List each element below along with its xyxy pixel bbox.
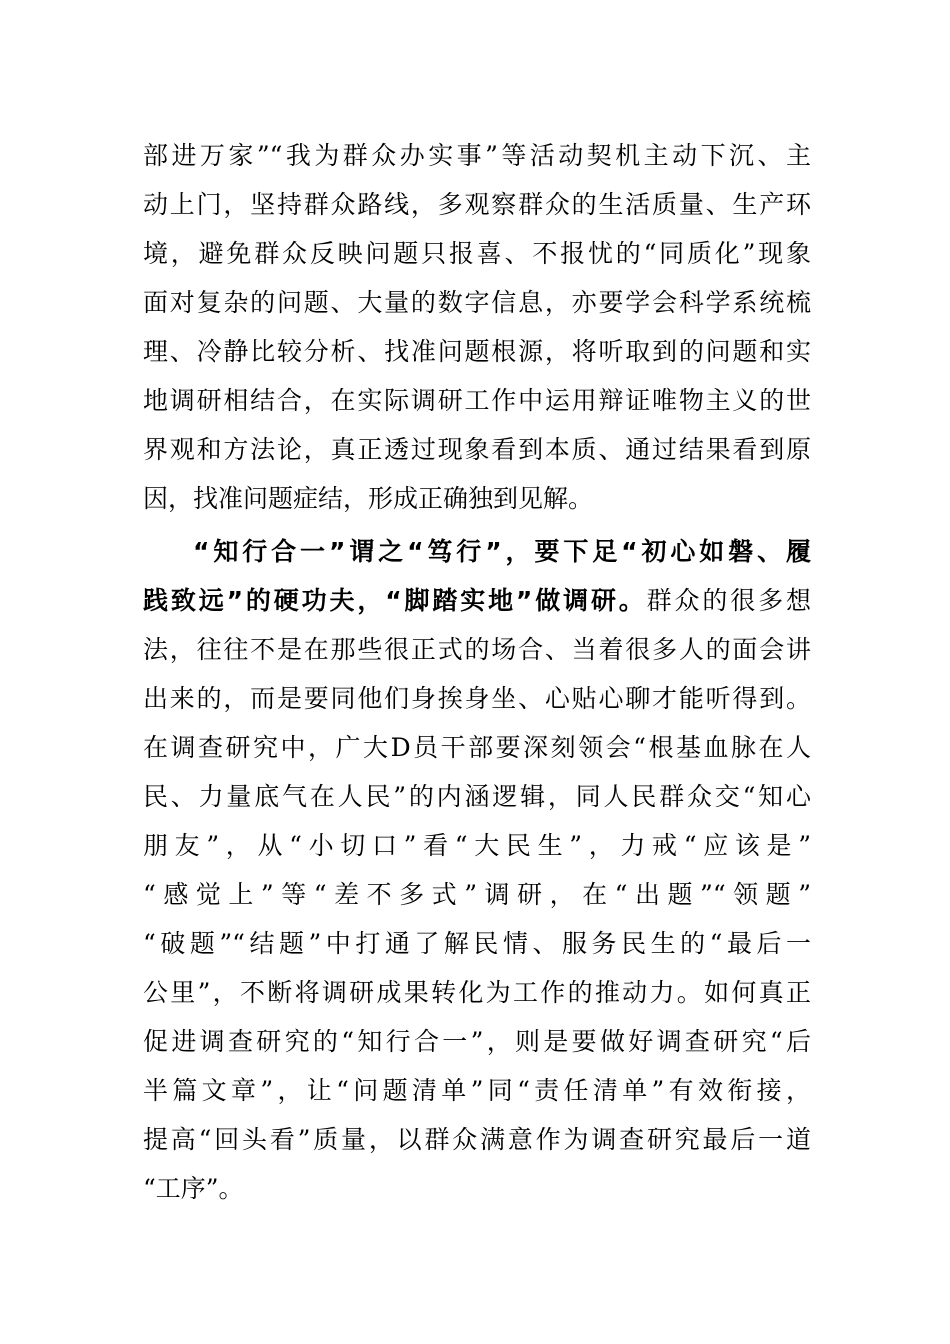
- paragraph-line: 境，避免群众反映问题只报喜、不报忧的“同质化”现象: [143, 239, 811, 268]
- paragraph-line: 地调研相结合，在实际调研工作中运用辩证唯物主义的世: [143, 386, 811, 415]
- paragraph-text-start: 群众的很多想: [646, 586, 811, 615]
- paragraph-line: “破题”“结题”中打通了解民情、服务民生的“最后一: [143, 929, 811, 958]
- bold-heading-tail: 践致远”的硬功夫，“脚踏实地”做调研。: [143, 586, 647, 615]
- paragraph-1: [143, 131, 811, 523]
- paragraph-line: 法，往往不是在那些很正式的场合、当着很多人的面会讲: [143, 635, 811, 664]
- paragraph-line: 部进万家”“我为群众办实事”等活动契机主动下沉、主: [143, 141, 811, 170]
- paragraph-2: [143, 527, 811, 1213]
- paragraph-line: 理、冷静比较分析、找准问题根源，将听取到的问题和实: [143, 337, 811, 366]
- paragraph-line: 提高“回头看”质量，以群众满意作为调查研究最后一道: [143, 1125, 811, 1154]
- bold-heading-line: “知行合一”谓之“笃行”，要下足“初心如磐、履: [193, 537, 811, 566]
- paragraph-line: 界观和方法论，真正透过现象看到本质、通过结果看到原: [143, 435, 811, 464]
- paragraph-line: 面对复杂的问题、大量的数字信息，亦要学会科学系统梳: [143, 288, 811, 317]
- paragraph-line: 出来的，而是要同他们身挨身坐、心贴心聊才能听得到。: [143, 684, 811, 713]
- mixed-line: [143, 576, 811, 625]
- paragraph-line: 朋友”，从“小切口”看“大民生”，力戒“应该是”: [143, 831, 811, 860]
- paragraph-line: 动上门，坚持群众路线，多观察群众的生活质量、生产环: [143, 190, 811, 219]
- paragraph-line: 因，找准问题症结，形成正确独到见解。: [143, 484, 594, 513]
- paragraph-line: 民、力量底气在人民”的内涵逻辑，同人民群众交“知心: [143, 782, 811, 811]
- paragraph-line: “感觉上”等“差不多式”调研，在“出题”“领题”: [143, 880, 811, 909]
- paragraph-line: 在调查研究中，广大D员干部要深刻领会“根基血脉在人: [143, 733, 811, 762]
- paragraph-line: 公里”，不断将调研成果转化为工作的推动力。如何真正: [143, 978, 811, 1007]
- paragraph-line: “工序”。: [143, 1174, 244, 1203]
- paragraph-line: 促进调查研究的“知行合一”，则是要做好调查研究“后: [143, 1027, 811, 1056]
- paragraph-line: 半篇文章”，让“问题清单”同“责任清单”有效衔接，: [143, 1076, 811, 1105]
